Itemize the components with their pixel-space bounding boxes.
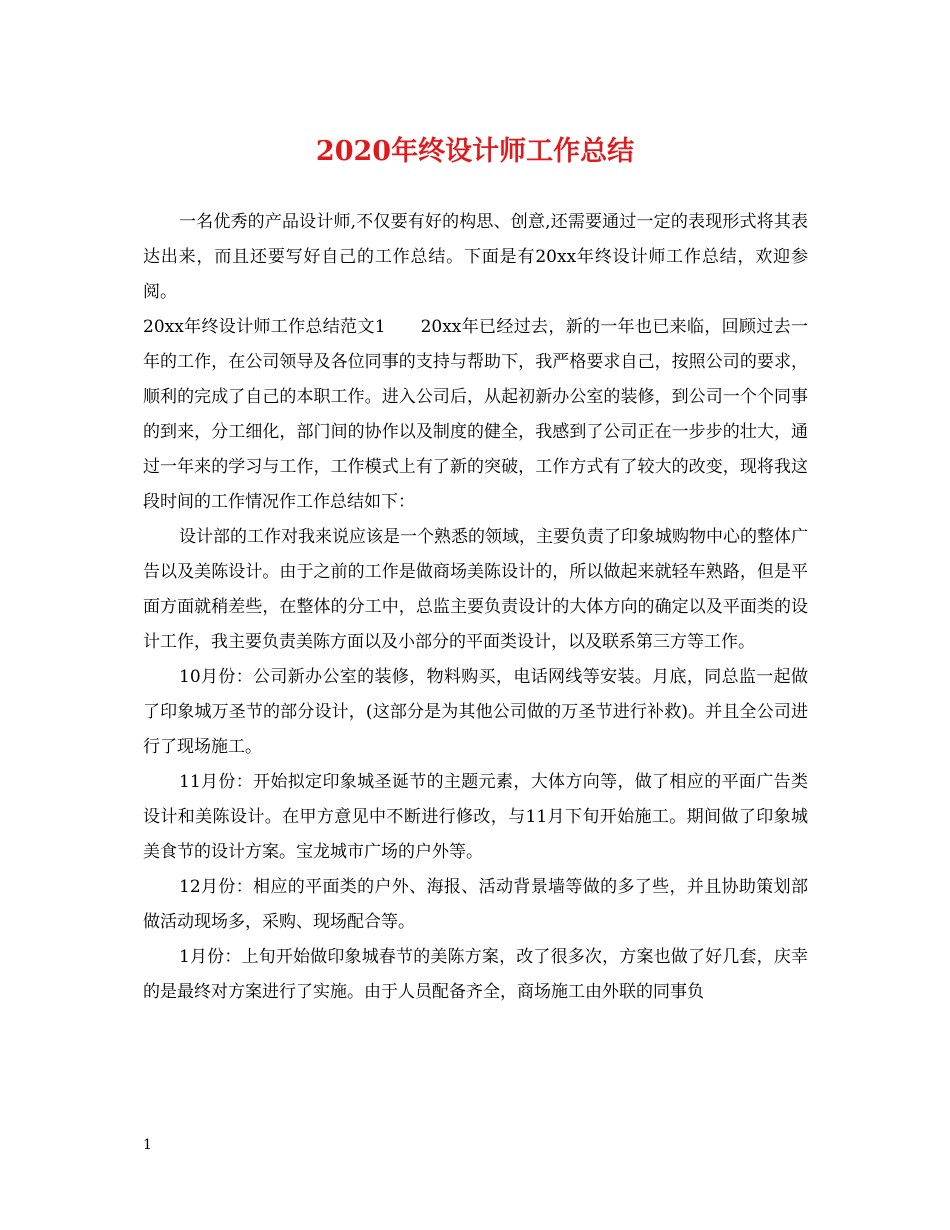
paragraph-november: 11月份：开始拟定印象城圣诞节的主题元素，大体方向等，做了相应的平面广告类设计和美陈设计。在甲方意见中不断进行修改，与11月下旬开始施工。期间做了印象城美食节的设计方案。宝龙城市广场的户外等。 xyxy=(143,772,808,862)
paragraph-january: 1月份：上旬开始做印象城春节的美陈方案，改了很多次，方案也做了好几套，庆幸的是最终对方案进行了实施。由于人员配备齐全，商场施工由外联的同事负 xyxy=(143,947,808,1002)
paragraph-design-dept: 设计部的工作对我来说应该是一个熟悉的领域，主要负责了印象城购物中心的整体广告以及美陈设计。由于之前的工作是做商场美陈设计的，所以做起来就轻车熟路，但是平面方面就稍差些，在整体的分工中，总监主要负责设计的大体方向的确定以及平面类的设计工作，我主要负责美陈方面以及小部分的平面类设计，以及联系第三方等工作。 xyxy=(143,527,808,652)
paragraph-december: 12月份：相应的平面类的户外、海报、活动背景墙等做的多了些，并且协助策划部做活动现场多，采购、现场配合等。 xyxy=(143,877,808,932)
paragraph-october: 10月份：公司新办公室的装修，物料购买，电话网线等安装。月底，同总监一起做了印象城万圣节的部分设计，(这部分是为其他公司做的万圣节进行补救)。并且全公司进行了现场施工。 xyxy=(143,667,808,757)
document-body xyxy=(143,205,808,1010)
paragraph-intro: 一名优秀的产品设计师,不仅要有好的构思、创意,还需要通过一定的表现形式将其表达出来，而且还要写好自己的工作总结。下面是有20xx年终设计师工作总结，欢迎参阅。 xyxy=(143,212,808,302)
paragraph-sample-heading: 20xx年终设计师工作总结范文1 20xx年已经过去，新的一年也已来临，回顾过去一年的工作，在公司领导及各位同事的支持与帮助下，我严格要求自己，按照公司的要求，顺利的完成了自己的本职工作。进入公司后，从起初新办公室的装修，到公司一个个同事的到来，分工细化，部门间的协作以及制度的健全，我感到了公司正在一步步的壮大，通过一年来的学习与工作，工作模式上有了新的突破，工作方式有了较大的改变，现将我这段时间的工作情况作工作总结如下： xyxy=(143,317,808,512)
page-title: 2020年终设计师工作总结 xyxy=(315,136,635,167)
page-number: 1 xyxy=(143,1137,152,1153)
